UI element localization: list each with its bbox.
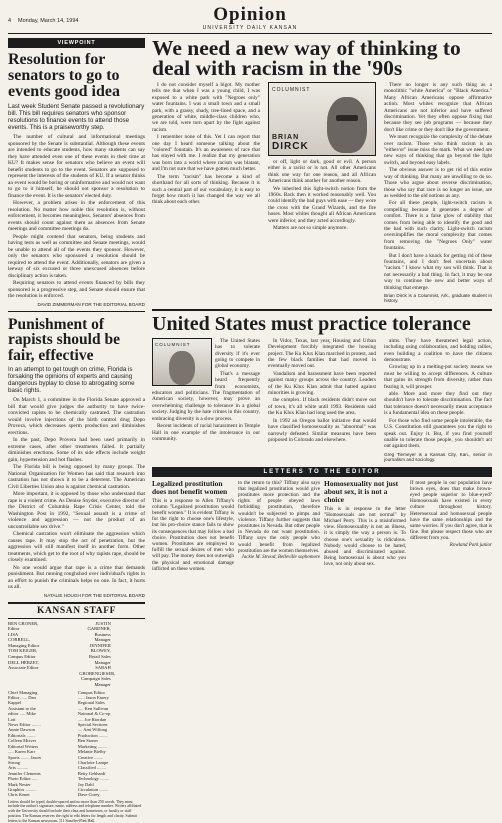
main-col-2 xyxy=(268,82,376,304)
staff-entry: Arts .......... Jennifer Clements xyxy=(8,765,41,776)
letter-col-2 xyxy=(238,480,320,572)
staff-entry: JENNIFER BLOWEY, Retail Sales Manager xyxy=(88,642,111,665)
portrait-image xyxy=(169,351,195,385)
staff-entry: Classified ........ Betty Gebhardt xyxy=(77,765,106,776)
paragraph: But I don't have a knack for getting rid of these fountains, and I don't feel uncertain about "racism." I know what my son will think. That is not necessarily a bad thing. In fact, it may be one way to continue the new and better ways of thinking that emerge. xyxy=(384,252,492,291)
letter-text: to the return to this? Tiffany also says that legalized prostitution would give prostitutes more protection and the rights of people obeyed laws forbidding prostitution, therefore wouldn't be subjected to pimps and violence. Tiffany further suggests that prostitutes in Nevada. But other people in Nevada do not want prostitution. Tiffany says the only people who would benefit from legalized prostitution are the women themselves. xyxy=(238,479,320,554)
main-headline: We need a new way of thinking to deal with racism in the '90s xyxy=(152,36,461,80)
paragraph: For those who find some people intolerable, the U.S. Constitution still guarantees you the right to speak out. Enjoy it. But, if you find yourself unable to tolerate those people, you shouldn't act out against them. xyxy=(384,417,492,450)
second-story-body xyxy=(152,338,492,463)
viewpoint-body xyxy=(8,134,145,300)
staff-entry: Campus Editor ...... Jason Emery xyxy=(77,689,109,701)
staff-entry: National & Co-op ..... Joe Riordan xyxy=(77,711,111,722)
paragraph: In Vidor, Texas, last year, Housing and Urban Development forcibly integrated the housing project. The Ku Klux Klan marched in protest, and the few black families that had moved in eventually moved out. xyxy=(268,337,376,370)
paragraph: Requiring senators to attend events financed by bills they sponsored is a progressive step, and Senate should ensure that the resolution is enforced. xyxy=(8,280,145,299)
paragraph: In the past, Depo Provera had been used primarily in extreme cases, after other treatments failed. It partially diminishes erections. Some of its side effects include weight gain, hypertension and hot flashes. xyxy=(8,437,145,463)
paragraph: More important, it is opposed by those who understand that rape is a violent crime. As Denise Snyder, executive director of the District of Columbia Rape Crisis Center, told the Washington Post in 1992, "Sexual assault is a crime of violence and aggression — not the product of an uncontrollable sex drive." xyxy=(8,491,145,530)
paragraph: the complex. If black residents didn't move out of town, it's all white until 1993. Residents said the Ku Klux Klan had long used the area. xyxy=(268,397,376,417)
paragraph: I do not consider myself a bigot. My mother tells me that when I was a young child, I was exposed to a white park with "Negroes only" water fountains. I was a small town and a small park, with a grassy, shady, tree-lined space, and a generation of white, middle-class children who, we are told, were torn apart by the fight against racism. xyxy=(152,82,260,133)
editorial-column xyxy=(8,38,145,823)
staff-entry: Editorials ........ Colleen Mciver xyxy=(8,732,37,744)
staff-entry: LISA CORRELL, Managing Editor xyxy=(8,631,40,648)
staff-entry: Assistant to the editor ..... Mike Lott xyxy=(8,705,36,722)
paragraph: People might contend that senators, being students and having tests as well as committee and Senate meetings, would be unable to attend all of the events they sponsor. However, only the senators who sponsored a resolution should be required to attend the event. Additionally, senators are given a leeway of six excused or three unexcused absences before disciplinary action is taken. xyxy=(8,233,145,279)
staff-entry: Technology ........ Jay Dahl xyxy=(77,776,110,787)
staff-entry: JUSTIN GARDNER, Business Manager xyxy=(87,620,111,643)
paragraph: There no longer is any such thing as a monolithic "white America" or "Black America." Many African Americans oppose affirmative action. Most whites recognize that African Americans are not inferior and have suffered discrimination. Yet they often oppose fixing that because they see job programs — because they don't like crime or they don't like the government. xyxy=(384,82,492,133)
editorial2-body xyxy=(8,397,145,591)
viewpoint-headline: Resolution for senators to go to events good idea xyxy=(8,51,120,100)
paragraph: The term "racism" has become a kind of shorthand for all sorts of thinking. Because it is such a central part of our vocabulary, it is easy to forget how much it has changed the way we all think about each other. xyxy=(152,173,260,206)
paragraph: On March 1, a committee in the Florida Senate approved a bill that would give judges the authority to have twice-convicted rapists to be chemically castrated. The castration would involve injections of the birth control drug Depo Provera, which decreases sperm production and diminishes erections. xyxy=(8,397,145,436)
paragraph: The United States has to tolerate diversity if it's ever going to compete in global economy. xyxy=(215,337,260,370)
letter-col-4 xyxy=(410,480,492,572)
paragraph: Growing up in a melting-pot society means we must be willing to accept differences. A culture that gains its strength from diversity, rather than fearing it, will prosper. xyxy=(384,364,492,390)
paper-name: UNIVERSITY DAILY KANSAN xyxy=(202,25,298,31)
staff-entry: Chief Managing Editor ...... Dan Kappel xyxy=(8,689,38,706)
staff-top-left xyxy=(8,621,74,688)
paragraph: We must recognize the complexity of the debate over racism. Those who think racism is an "either/or" issue miss the mark. What we need are new ways of thinking that go beyond the light switch, and beyond easy labels. xyxy=(384,134,492,166)
editorial2-headline: Punishment of rapists should be fair, effective xyxy=(8,315,120,364)
columnist-photo xyxy=(268,82,376,156)
letter-text: This is in response to the letter "Homosexuals are not normal" by Michael Perry. This is a misinformed view. Homosexuality is not an illness, it is simply the way a person is. To choose one's sexuality is ridiculous. Nobody would choose to be hated, abused and discriminated against. Being homosexual is about who you love, not only about sex. xyxy=(324,505,406,568)
second-col-1 xyxy=(152,338,260,463)
columnist-label-2: COLUMNIST xyxy=(155,341,191,347)
paragraph: However, a problem arises in the enforcement of this resolution. No matter how noble this resolution is, without enforcement, it becomes meaningless. Senators' absences from events should count against them as absences from Senate meetings and committee meetings do. xyxy=(8,200,145,232)
viewpoint-lede: Last week Student Senate passed a revolutionary bill. This bill requires senators who sponsor resolutions to finance events to attend those events. This is a praiseworthy step. xyxy=(8,103,145,131)
columnist-caption: Brian Dirck is a Columnist, Ark., graduate student in history. xyxy=(384,293,492,304)
columnist-first-name: BRIAN xyxy=(272,134,300,141)
letters-policy: Letters should be typed, double-spaced and no more than 250 words. They must include the author's signature, name, address and telephone number. Writers affiliated with the University should include their class and hometown, or faculty or staff position. The Kansan reserves the right to edit letters for length and clarity. Submit letters to the Kansan newsroom, 111 Stauffer-Flint Hall. xyxy=(8,799,142,823)
paragraph: The Florida bill is being opposed by many groups. The National Organization for Women has said that research into castration has not shown it to be a deterrent. The American Civil Liberties Union also is against chemical castration. xyxy=(8,464,145,490)
staff-top xyxy=(8,621,145,688)
letter-col-3 xyxy=(324,480,406,572)
paragraph: or off, light or dark, good or evil. A person either is a racist or is not. All other Americans think one way for one reason, and all African Americans think another for another reason. xyxy=(268,159,376,185)
staff-box-title: KANSAN STAFF xyxy=(8,602,145,619)
paragraph: The obvious answer is to get rid of this entire way of thinking. But many are unwilling to do so. Those who argue about reverse discrimination, those who say that race is no longer an issue, are as wedded to the old notions as any. xyxy=(384,167,492,199)
second-col-3 xyxy=(384,338,492,463)
staff-entry: BEN GRONER, Editor xyxy=(8,620,39,632)
main-col-3 xyxy=(384,82,492,304)
paragraph: Recent incidents of racial harassment in Temple Hall in one example of the intolerance in our community. xyxy=(152,423,260,442)
paragraph: For all these people, light-switch racism is compelling because it generates a degree of comfort. There is a false glow of stability that comes from being able to identify the good and the bad with such clarity. Light-switch racism oversimplifies the moral complexity that comes from removing the "Negroes Only" water fountains. xyxy=(384,200,492,252)
paragraph: That's a message heard frequently from economists, educators and politicians. The fragmentation of American society, however, may prove an overwhelming challenge to tolerance in a global society. Judging by the hate crimes in this country, embracing diversity is a slow process. xyxy=(152,370,260,422)
main-story-body xyxy=(152,82,492,304)
staff-entry: TOM KEIGER, Campus Editor xyxy=(8,648,38,660)
letter-headline: Homosexuality not just about sex, it is not a choice xyxy=(324,478,399,504)
staff-entry: Marketing ........ Melanie Bielby xyxy=(77,743,107,755)
staff-entry: Graphics .......... Chris Kenet xyxy=(8,786,37,798)
issue-date: Monday, March 14, 1994 xyxy=(18,18,79,24)
staff-entry: DELL HERZET, Associate Editor xyxy=(8,659,40,671)
columnist-photo-2 xyxy=(152,338,212,386)
staff-entry: Photo Editor ..... Mark Nester xyxy=(8,776,38,787)
second-byline: Greg Tiemeyer is a Kansas City, Kan., senior in journalism and sociology. xyxy=(384,451,492,463)
staff-entry: Regional Sales ..... Ken Sullivan xyxy=(77,700,109,711)
second-col-2 xyxy=(268,338,376,463)
paragraph: Matters are not so simple anymore. xyxy=(273,225,348,232)
main-area xyxy=(152,38,492,793)
staff-top-right xyxy=(79,621,145,688)
letter-col-1 xyxy=(152,480,234,572)
letter-signature: Rowland Park junior xyxy=(449,542,492,548)
staff-entry: Special Sections .... Ami Wilfong xyxy=(77,722,108,733)
staff-entry: SARAH GROBENGIESER, Campaign Sales Manager xyxy=(79,665,116,688)
editorial2-byline: NATALIE HOUGH FOR THE EDITORIAL BOARD xyxy=(43,592,145,598)
columnist-last-name: DIRCK xyxy=(272,141,309,152)
paragraph: Chemical castration won't eliminate the aggression which causes rape. It may stop the act of penetration, but the aggression will still manifest itself in another form. Other treatments, which get to the root of why rapists rape, should be closely examined. xyxy=(8,531,145,563)
letters-body xyxy=(152,480,492,572)
staff-entry: News Editor ........ Annie Dawson xyxy=(8,722,41,733)
staff-entry: Editorial Writers ..... Karen Karr xyxy=(8,743,39,755)
editorial2-lede: In an attempt to get tough on crime, Florida is forsaking the opinions of experts and causing dangerous byplay to close to abrogating some basic rights. xyxy=(8,366,135,394)
masthead xyxy=(8,4,492,34)
letters-header: LETTERS TO THE EDITOR xyxy=(152,467,492,477)
viewpoint-tag: VIEWPOINT xyxy=(8,38,145,48)
section-title: Opinion xyxy=(213,4,287,25)
staff-list-left xyxy=(8,690,75,798)
staff-entry: Production ........ Ben Stoner xyxy=(77,732,108,744)
staff-entry: Sports ........ Jason Strong xyxy=(8,754,41,765)
viewpoint-byline: DAVID ZIMMERMAN FOR THE EDITORIAL BOARD xyxy=(37,301,145,307)
page-number: 4 xyxy=(8,18,12,24)
staff-list-right xyxy=(78,690,145,798)
letter-headline: Legalized prostitution does not benefit women xyxy=(152,478,228,496)
letter-signature: Jackie M. Strood, Belleville sophomore xyxy=(241,554,320,560)
paragraph: The number of cultural and informational meetings sponsored by the Senate is substantial. Although these events are intended to educate students, how many students can say they have attended even one of these events in their time at KU? It makes sense for senators who believe an event will benefit students to go to the event. Senators are supposed to represent the interests of the students of KU. If a senator thinks an event would be boring or uninformative and would not want to go to it himself, he should not sponsor a resolution to finance the event. It is the senators' elected duty. xyxy=(8,134,145,199)
paragraph: Vandalism and harassment have been reported against many groups across the country. Leaders of the Ku Klux Klan admit that hatred against minorities is growing. xyxy=(268,370,376,397)
paragraph: able. More and more they find out they shouldn't have to tolerate discrimination. The fact that tolerance doesn't necessarily mean acceptance is a fundamental idea on these people. xyxy=(384,391,492,417)
paragraph: aims. They have threatened legal action, including using collaboration, and holding rallies, even building a coalition to have the citizens demonstrate. xyxy=(384,337,492,364)
columnist-label: COLUMNIST xyxy=(272,87,311,93)
staff-entry: Circulation ........ Dave Corey xyxy=(77,786,109,798)
staff-list xyxy=(8,690,145,798)
letter-text: This is a response to Allen Tiffany's column "Legalized prostitution would benefit women." It is evident Tiffany is for the right to choose one's lifestyle, but his pro-choice stance fails to show its consequences that may follow a bad choice. Prostitution does not benefit women. Prostitutes are employed to fulfill the sexual desires of men who will pay. The money does not outweigh the physical and emotional damage inflicted on these women. xyxy=(152,497,234,572)
portrait-image xyxy=(327,97,367,153)
paragraph: In 1992 an Oregon ballot initiative that would have classified homosexuality as "abnormal" was narrowly defeated. Similar measures have been proposed in Colorado and elsewhere. xyxy=(268,417,376,443)
letter-text: If most people in our population have brown eyes, does that make brown-eyed people superior to blue-eyed? Homosexuals have existed in every culture throughout history. Heterosexual and homosexual people have the same relationships and the same worries. If you don't agree, that is fine. But please respect those who are different from you. xyxy=(410,479,492,542)
paragraph: I remember none of this. Yet I can report that one day I heard someone talking about the "colored" fountain. It's an awareness of race that has stayed with me. I realize that my generation was born into a world where racism was blatant, and I'm not sure that we have gotten much better. xyxy=(152,134,260,173)
second-headline: United States must practice tolerance xyxy=(152,312,471,335)
staff-entry: Creative ........ Charlotte Lampe xyxy=(77,754,109,765)
divider xyxy=(8,311,145,312)
main-col-1 xyxy=(152,82,260,304)
paragraph: No one would argue that rape is a crime that demands punishment. But running roughshod over individual's rights in an effort to punish the criminals helps no one. In fact, it hurts us all. xyxy=(8,564,145,590)
paragraph: We inherited this light-switch notion from the 1960s. Back then it worked reasonably well. You could identify the bad guys with ease — they wore the cross with the Grand Wizards, and the fire hoses. Most whites thought all African Americans were inferior, and they acted accordingly. xyxy=(268,185,376,224)
section-divider xyxy=(152,309,492,311)
